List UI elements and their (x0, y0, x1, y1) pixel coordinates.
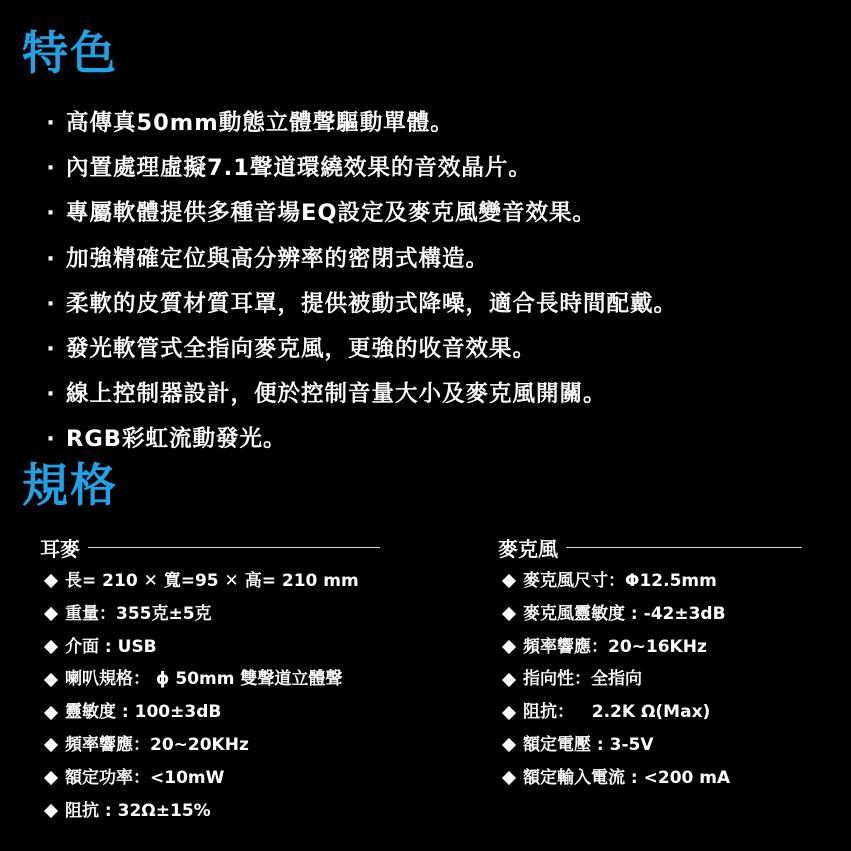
feature-text: 專屬軟體提供多種音場EQ設定及麥克風變音效果。 (66, 200, 596, 227)
features-list (36, 101, 677, 463)
diamond-bullet-icon (502, 673, 516, 687)
spec-item: 阻抗： 2.2K Ω(Max) (502, 696, 730, 729)
headphone-spec-list (44, 565, 359, 827)
divider (88, 547, 380, 548)
feature-text: 線上控制器設計，便於控制音量大小及麥克風開關。 (66, 381, 607, 408)
spec-item: 麥克風尺寸：Φ12.5mm (502, 565, 730, 598)
diamond-bullet-icon (44, 771, 58, 785)
spec-item: 指向性：全指向 (502, 663, 730, 696)
feature-item: · 高傳真50mm動態立體聲驅動單體。 (46, 110, 454, 136)
spec-item: 額定輸入電流 : <200 mA (502, 762, 730, 795)
feature-text: 加強精確定位與高分辨率的密閉式構造。 (66, 245, 490, 272)
headphone-specs (40, 532, 380, 821)
diamond-bullet-icon (502, 574, 516, 588)
diamond-bullet-icon (502, 738, 516, 752)
spec-item: 靈敏度 : 100±3dB (44, 696, 359, 729)
headphone-specs-title: 耳麥 (40, 536, 80, 561)
features-heading: 特色 (22, 26, 118, 80)
spec-item: 介面 : USB (44, 631, 359, 664)
spec-item: 重量：355克±5克 (44, 598, 359, 631)
diamond-bullet-icon (502, 607, 516, 621)
spec-item: 長= 210 ✕ 寬=95 ✕ 高= 210 mm (44, 565, 359, 598)
feature-item: · RGB彩虹流動發光。 (46, 426, 287, 453)
feature-item: · 加強精確定位與高分辨率的密閉式構造。 (46, 245, 490, 272)
divider (566, 547, 802, 548)
diamond-bullet-icon (44, 706, 58, 720)
feature-text: 柔軟的皮質材質耳罩，提供被動式降噪，適合長時間配戴。 (66, 290, 678, 317)
spec-item: 阻抗 : 32Ω±15% (44, 795, 359, 828)
microphone-spec-list (502, 565, 730, 795)
diamond-bullet-icon (502, 640, 516, 654)
feature-item: · 專屬軟體提供多種音場EQ設定及麥克風變音效果。 (46, 200, 596, 227)
diamond-bullet-icon (44, 607, 58, 621)
diamond-bullet-icon (44, 640, 58, 654)
feature-item: · 柔軟的皮質材質耳罩，提供被動式降噪，適合長時間配戴。 (46, 290, 678, 317)
diamond-bullet-icon (44, 574, 58, 588)
diamond-bullet-icon (44, 673, 58, 687)
spec-item: 頻率響應：20~16KHz (502, 631, 730, 664)
feature-item: · 線上控制器設計，便於控制音量大小及麥克風開關。 (46, 381, 607, 408)
feature-item: · 發光軟管式全指向麥克風，更強的收音效果。 (46, 335, 537, 362)
diamond-bullet-icon (44, 804, 58, 818)
spec-item: 麥克風靈敏度 : -42±3dB (502, 598, 730, 631)
diamond-bullet-icon (44, 738, 58, 752)
spec-item: 喇叭規格： ϕ 50mm 雙聲道立體聲 (44, 663, 359, 696)
feature-text: 高傳真50mm動態立體聲驅動單體。 (66, 110, 454, 136)
feature-text: 內置處理虛擬7.1聲道環繞效果的音效晶片。 (66, 155, 532, 182)
microphone-specs-header (498, 532, 802, 562)
feature-item: · 內置處理虛擬7.1聲道環繞效果的音效晶片。 (46, 155, 532, 182)
feature-text: 發光軟管式全指向麥克風，更強的收音效果。 (66, 335, 537, 362)
spec-item: 額定電壓 : 3-5V (502, 729, 730, 762)
diamond-bullet-icon (502, 706, 516, 720)
specs-heading: 規格 (22, 458, 118, 512)
spec-item: 頻率響應：20~20KHz (44, 729, 359, 762)
diamond-bullet-icon (502, 771, 516, 785)
spec-item: 額定功率：<10mW (44, 762, 359, 795)
microphone-specs (498, 532, 802, 788)
headphone-specs-header (40, 532, 380, 562)
feature-text: RGB彩虹流動發光。 (66, 426, 287, 453)
microphone-specs-title: 麥克風 (498, 536, 558, 561)
